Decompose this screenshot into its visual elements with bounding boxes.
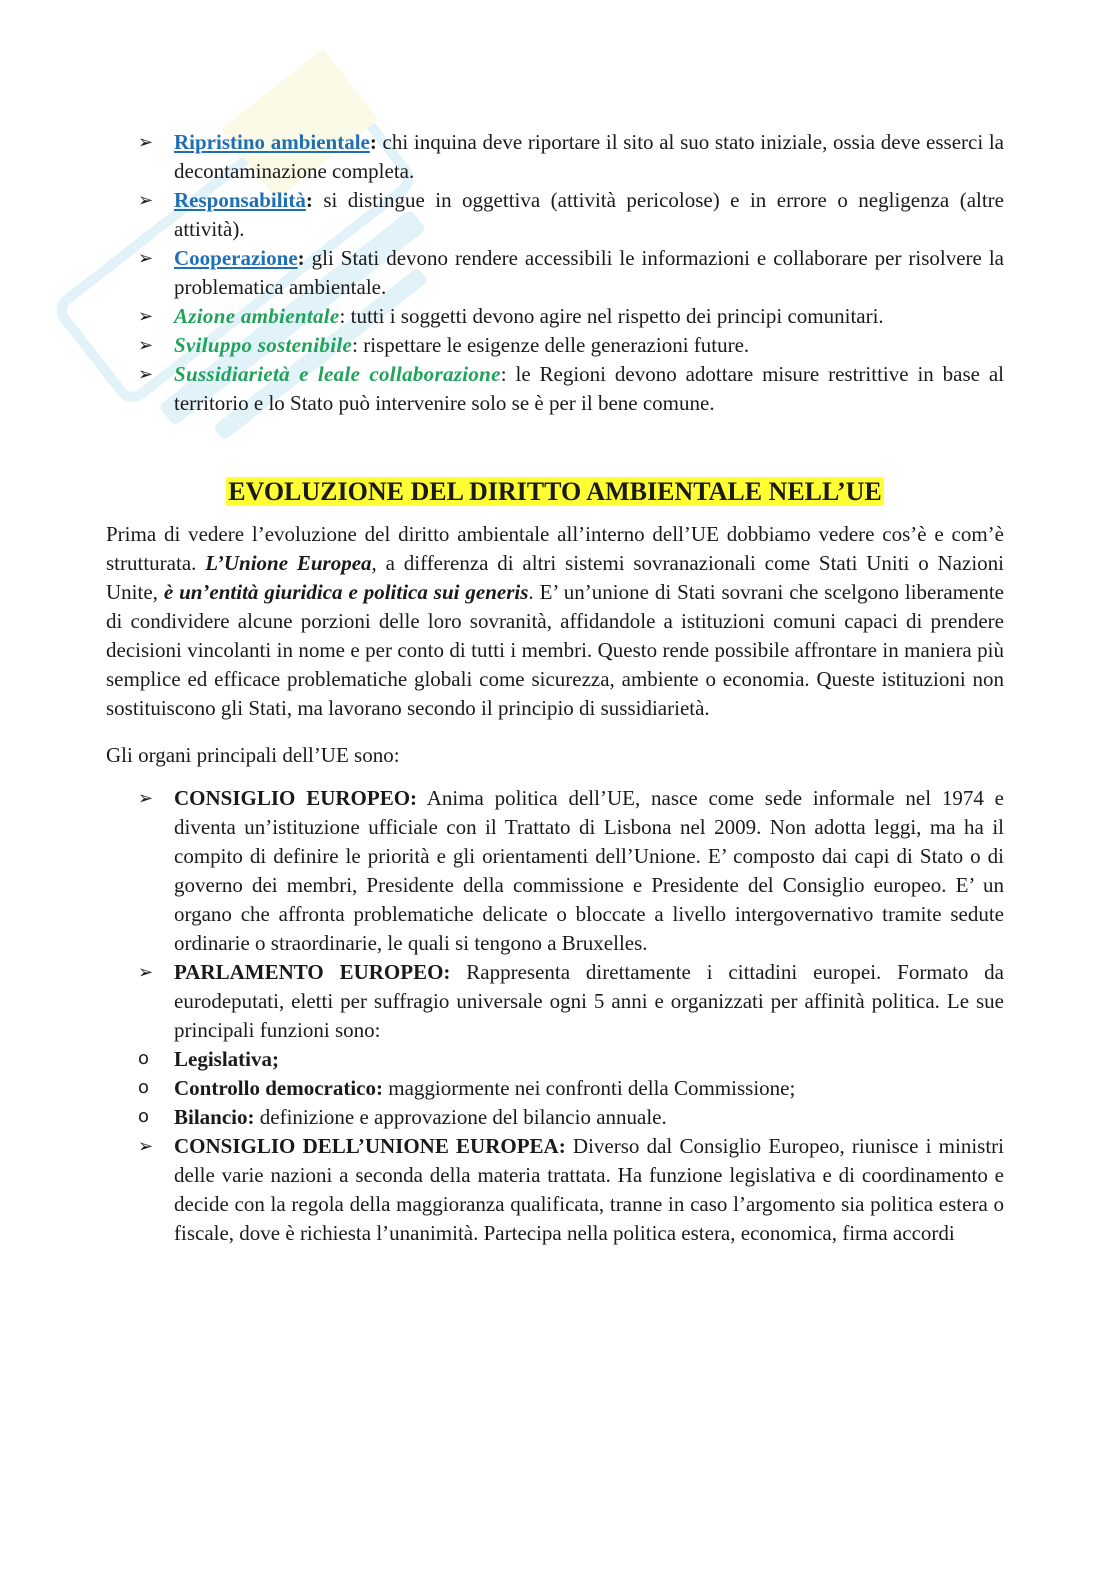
- list-item: ➢ Azione ambientale: tutti i soggetti devono agire nel rispetto dei principi comunitari.: [106, 302, 1004, 331]
- term-ripristino: Ripristino ambientale: [174, 130, 370, 154]
- organ-parlamento-europeo: ➢ PARLAMENTO EUROPEO: Rappresenta direttamente i cittadini europei. Formato da eurodeputati, eletti per suffragio universale ogni 5 anni e organizzati per affinità politica. Le sue principali funzioni sono:: [106, 958, 1004, 1045]
- organs-list: [106, 784, 1004, 1045]
- term-sviluppo-sostenibile: Sviluppo sostenibile: [174, 333, 353, 357]
- list-item: ➢ Sussidiarietà e leale collaborazione: le Regioni devono adottare misure restrittive in base al territorio e lo Stato può intervenire solo se è per il bene comune.: [106, 360, 1004, 418]
- intro-paragraph: Prima di vedere l’evoluzione del diritto ambientale all’interno dell’UE dobbiamo vedere cos’è e com’è strutturata. L’Unione Europea, a differenza di altri sistemi sovranazionali come Stati Uniti o Nazioni Unite, è un’entità giuridica e politica sui generis. E’ un’unione di Stati sovrani che scelgono liberamente di condividere alcune porzioni delle loro sovranità, affidandole a istituzioni comuni capaci di prendere decisioni vincolanti in nome e per conto di tutti i membri. Questo rende possibile affrontare in maniera più semplice ed efficace problematiche globali come sicurezza, ambiente o economia. Queste istituzioni non sostituiscono gli Stati, ma lavorano secondo il principio di sussidiarietà.: [106, 522, 1004, 720]
- section-title: EVOLUZIONE DEL DIRITTO AMBIENTALE NELL’UE: [228, 477, 882, 506]
- list-item: ➢ Ripristino ambientale: chi inquina deve riportare il sito al suo stato iniziale, ossia deve esserci la decontaminazione completa.: [106, 128, 1004, 186]
- list-item: o Legislativa;: [106, 1045, 1004, 1074]
- section-heading-wrap: [106, 476, 1004, 508]
- parlamento-functions: [106, 1045, 1004, 1132]
- list-item: o Controllo democratico: maggiormente nei confronti della Commissione;: [106, 1074, 1004, 1103]
- list-item: ➢ Responsabilità: si distingue in oggettiva (attività pericolose) e in errore o negligenza (altre attività).: [106, 186, 1004, 244]
- term-cooperazione: Cooperazione: [174, 246, 298, 270]
- organ-consiglio-europeo: ➢ CONSIGLIO EUROPEO: Anima politica dell’UE, nasce come sede informale nel 1974 e diventa un’istituzione ufficiale con il Trattato di Lisbona nel 2009. Non adotta leggi, ma ha il compito di definire le priorità e gli orientamenti dell’Unione. E’ composto dai capi di Stato o di governo dei membri, Presidente della commissione e Presidente del Consiglio europeo. E’ un organo che affronta problematiche delicate o bloccate a livello intergovernativo tramite sedute ordinarie o straordinarie, le quali si tengono a Bruxelles.: [106, 784, 1004, 958]
- organs-lead: Gli organi principali dell’UE sono:: [106, 743, 400, 767]
- list-item: ➢ Sviluppo sostenibile: rispettare le esigenze delle generazioni future.: [106, 331, 1004, 360]
- organ-consiglio-ue: ➢ CONSIGLIO DELL’UNIONE EUROPEA: Diverso dal Consiglio Europeo, riunisce i ministri delle varie nazioni a seconda della materia trattata. Ha funzione legislativa e di coordinamento e decide con la regola della maggioranza qualificata, tranne in caso l’argomento sia politica estera o fiscale, dove è richiesta l’unanimità. Partecipa nella politica estera, economica, firma accordi: [106, 1132, 1004, 1248]
- principles-list: [106, 128, 1004, 418]
- list-item: ➢ Cooperazione: gli Stati devono rendere accessibili le informazioni e collaborare per risolvere la problematica ambientale.: [106, 244, 1004, 302]
- term-responsabilita: Responsabilità: [174, 188, 306, 212]
- term-sussidiarieta: Sussidiarietà e leale collaborazione: [174, 362, 501, 386]
- document-page: [106, 128, 1004, 1248]
- list-item: o Bilancio: definizione e approvazione del bilancio annuale.: [106, 1103, 1004, 1132]
- term-azione-ambientale: Azione ambientale: [174, 304, 340, 328]
- organs-list-continued: [106, 1132, 1004, 1248]
